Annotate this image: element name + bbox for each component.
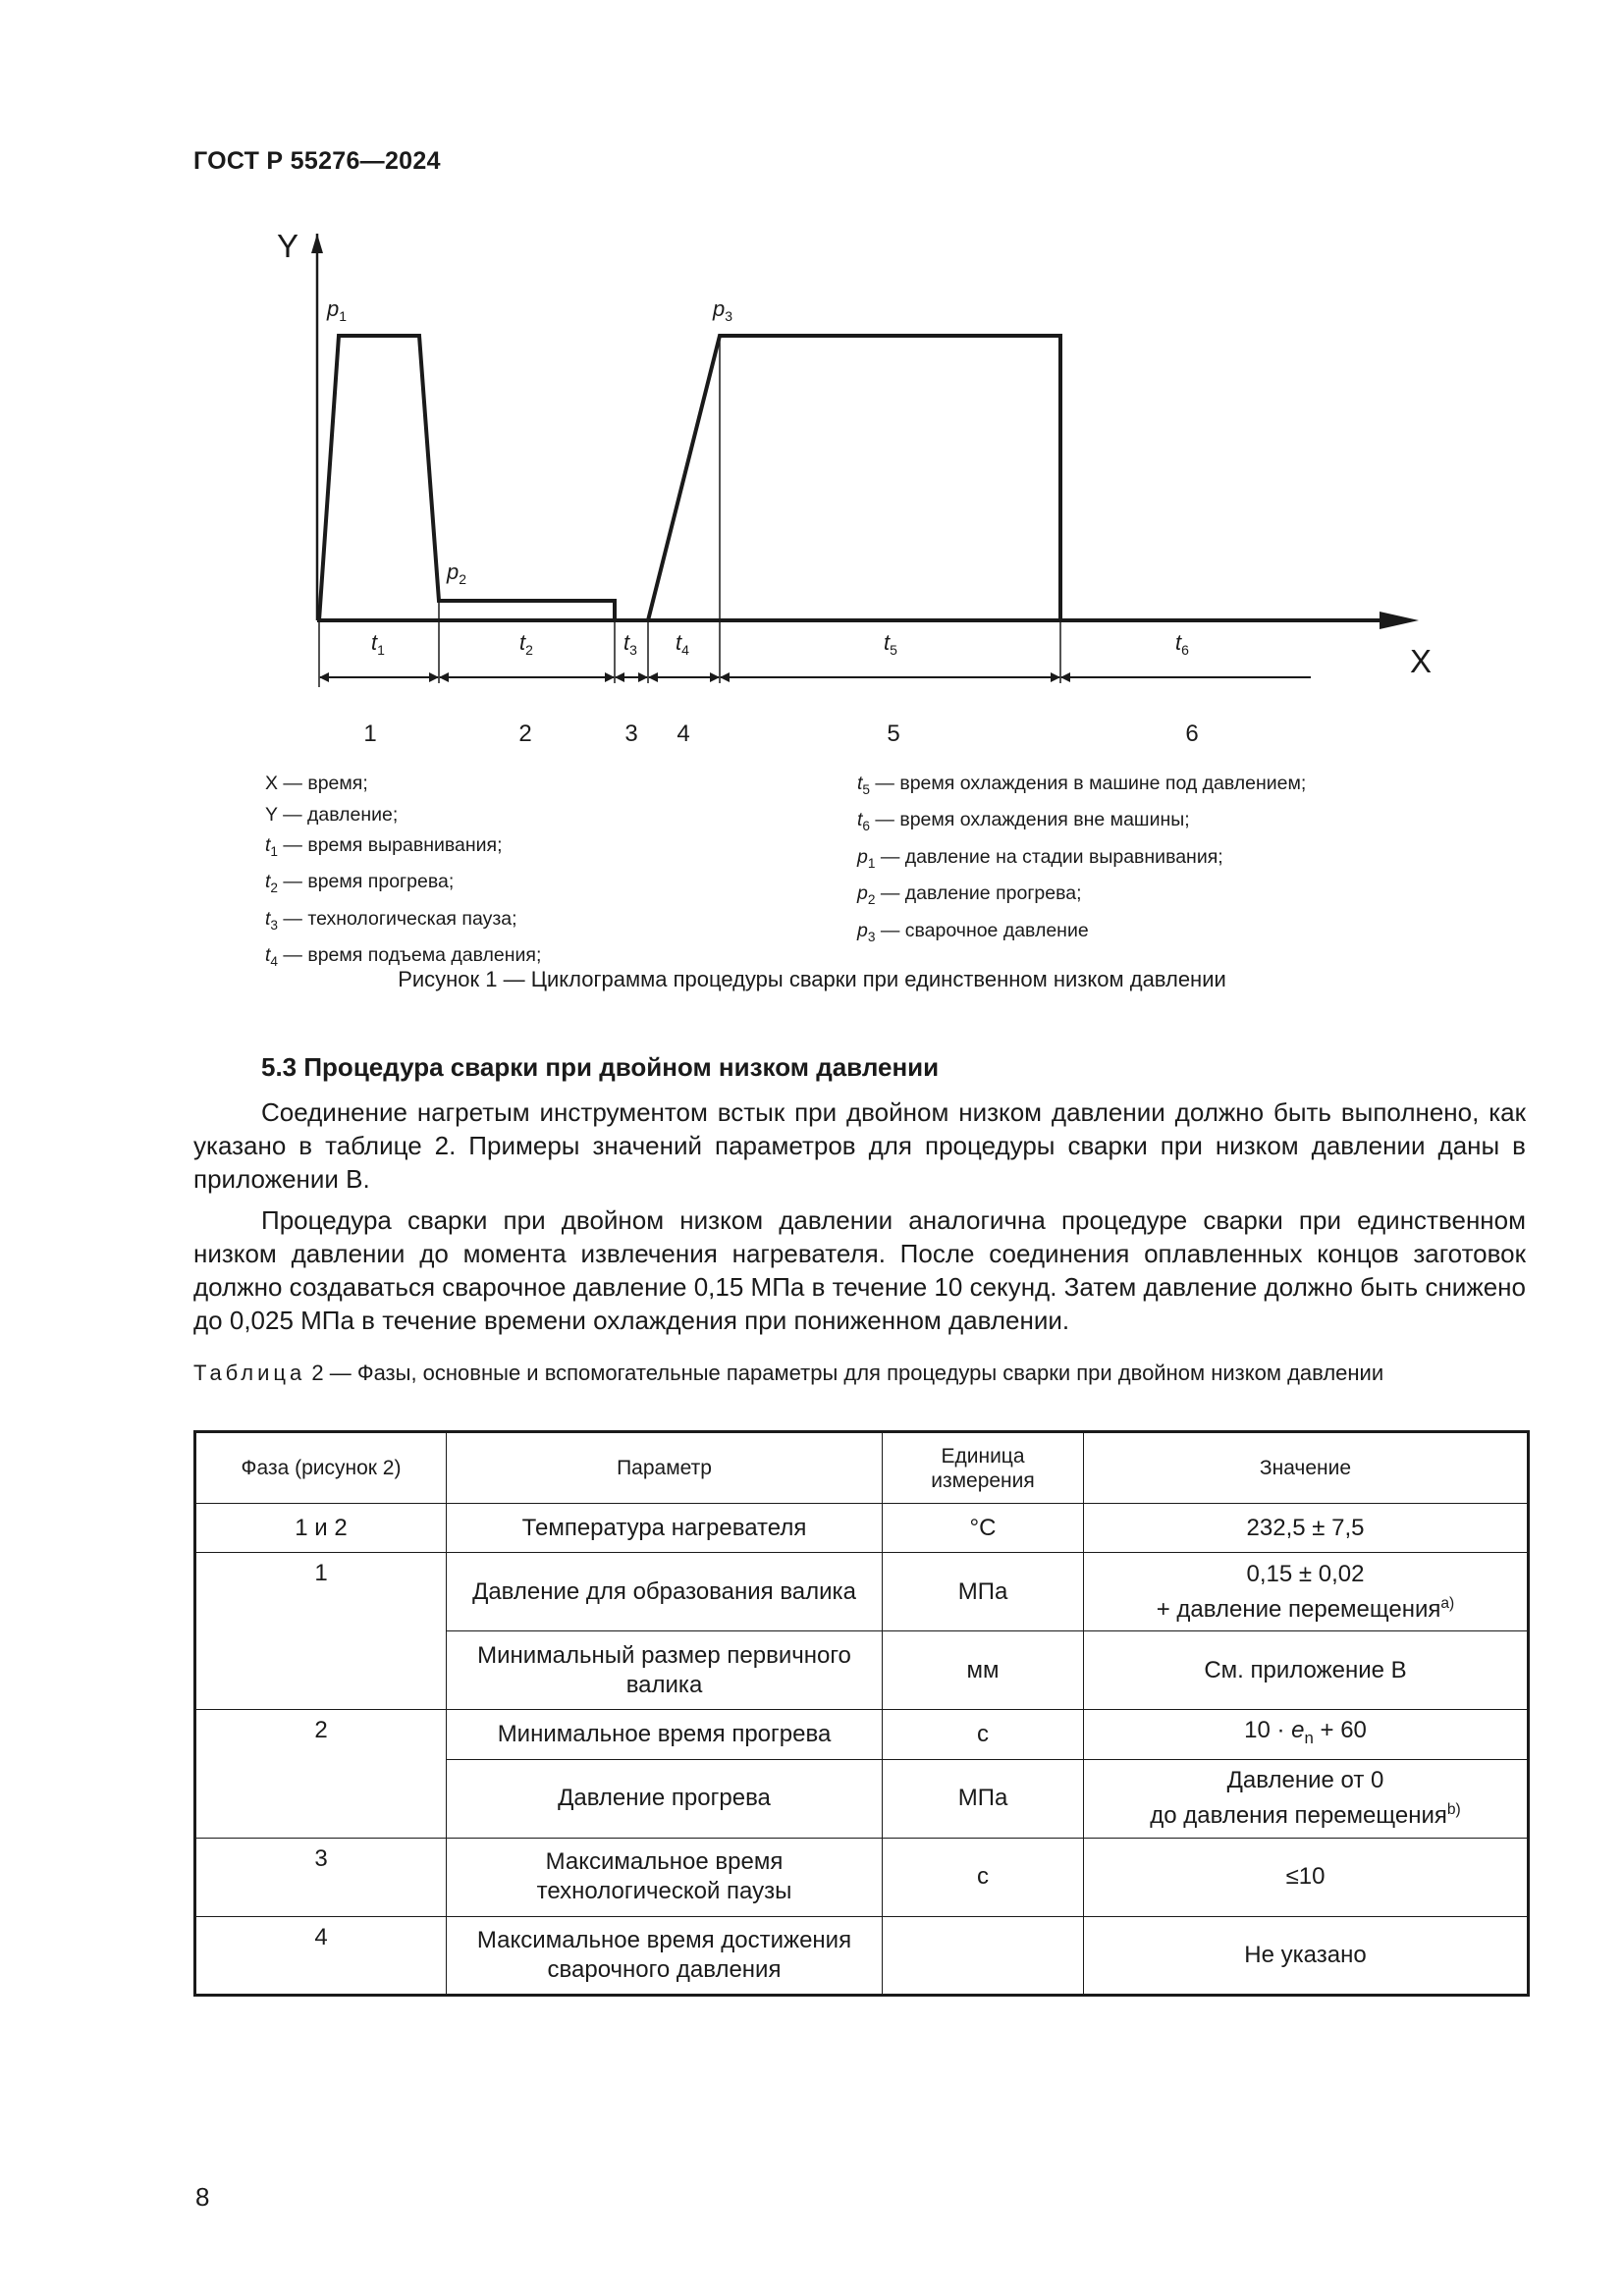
cell-value: 0,15 ± 0,02 + давление перемещения$^{a)}$ [1084, 1553, 1529, 1631]
legend-item: $p_3$ — сварочное давление [857, 919, 1089, 944]
legend-item: X — время; [265, 773, 368, 794]
cell-param: Давление для образования валика [447, 1553, 883, 1631]
table-row [195, 1710, 1529, 1760]
section-title: 5.3 Процедура сварки при двойном низком давлении [261, 1052, 940, 1082]
header-unit: Единица измерения [883, 1432, 1084, 1504]
legend-item: $t_5$ — время охлаждения в машине под давлением; [857, 773, 1307, 797]
cell-value: Не указано [1084, 1916, 1529, 1995]
cell-unit: мм [883, 1631, 1084, 1710]
legend-item: Y — давление; [265, 803, 399, 826]
paragraph: Процедура сварки при двойном низком давлении аналогична процедуре сварки при единственном низком давлении до момента извлечения нагревателя. После соединения оплавленных концов заготовок должно создаваться сварочное давление 0,15 МПа в течение 10 секунд. Затем давление должно быть снижено до 0,025 МПа в течение времени охлаждения при пониженном давлении. [193, 1205, 1526, 1335]
table-row [195, 1553, 1529, 1631]
t1-label: $t_1$ [371, 630, 385, 658]
cell-value: ≤10 [1084, 1838, 1529, 1916]
legend-item: $t_1$ — время выравнивания; [265, 834, 503, 859]
header-param: Параметр [447, 1432, 883, 1504]
legend-item: $t_2$ — время прогрева; [265, 871, 455, 896]
cell-param: Минимальное время прогрева [447, 1710, 883, 1760]
document-header: ГОСТ Р 55276—2024 [193, 147, 441, 175]
phase-number: 4 [677, 721, 690, 747]
phase-number: 3 [624, 721, 638, 747]
legend-item: $p_2$ — давление прогрева; [857, 882, 1082, 908]
cell-value: 232,5 ± 7,5 [1084, 1504, 1529, 1553]
header-value: Значение [1084, 1432, 1529, 1504]
legend-item: $t_4$ — время подъема давления; [265, 944, 542, 970]
cell-unit: МПа [883, 1553, 1084, 1631]
table-title: Таблица 2 — Фазы, основные и вспомогательные параметры для процедуры сварки при двойном низком давлении [193, 1361, 1384, 1385]
p1-label: $p_1$ [327, 296, 348, 324]
cell-value: Давление от 0 до давления перемещения$^{b)}$ [1084, 1759, 1529, 1838]
phase-number: 6 [1185, 721, 1199, 747]
legend-right [857, 769, 1306, 952]
p2-label: $p_2$ [447, 560, 467, 587]
cell-phase: 4 [195, 1916, 447, 1995]
table-row [195, 1916, 1529, 1995]
t3-label: $t_3$ [623, 630, 637, 658]
figure-caption: Рисунок 1 — Циклограмма процедуры сварки при единственном низком давлении [398, 967, 1226, 991]
cell-unit: с [883, 1838, 1084, 1916]
parameters-table [193, 1430, 1530, 1997]
cell-phase: 1 [195, 1553, 447, 1710]
phase-number: 2 [518, 721, 532, 747]
cell-phase: 3 [195, 1838, 447, 1916]
t5-label: $t_5$ [884, 630, 897, 658]
cell-param: Температура нагревателя [447, 1504, 883, 1553]
header-phase: Фаза (рисунок 2) [195, 1432, 447, 1504]
p3-label: $p_3$ [713, 296, 733, 324]
paragraph: Соединение нагретым инструментом встык при двойном низком давлении должно быть выполнено, как указано в таблице 2. Примеры значений параметров для процедуры сварки при низком давлении даны в приложении В. [193, 1097, 1526, 1194]
legend-item: $p_1$ — давление на стадии выравнивания; [857, 845, 1223, 871]
legend-item: $t_6$ — время охлаждения вне машины; [857, 809, 1190, 834]
cell-unit: °С [883, 1504, 1084, 1553]
section-body [193, 1095, 1526, 1337]
table-header-row [195, 1432, 1529, 1504]
cell-param: Максимальное время достижения сварочного давления [447, 1916, 883, 1995]
cell-unit [883, 1916, 1084, 1995]
cell-param: Давление прогрева [447, 1759, 883, 1838]
x-axis-label: X [1410, 643, 1433, 679]
y-axis-label: Y [277, 228, 299, 264]
table-row [195, 1504, 1529, 1553]
cell-phase: 1 и 2 [195, 1504, 447, 1553]
cell-param: Максимальное время технологической паузы [447, 1838, 883, 1916]
cell-value: См. приложение В [1084, 1631, 1529, 1710]
t4-label: $t_4$ [676, 630, 689, 658]
page-number: 8 [195, 2182, 210, 2212]
phase-number: 1 [363, 721, 377, 747]
y-axis-arrow [311, 234, 323, 253]
cell-unit: с [883, 1710, 1084, 1760]
legend-item: $t_3$ — технологическая пауза; [265, 907, 517, 933]
cell-value: $10 \cdot e_n + 60$ [1084, 1710, 1529, 1760]
table-row [195, 1838, 1529, 1916]
legend-left [265, 769, 541, 978]
cell-unit: МПа [883, 1759, 1084, 1838]
pressure-curve [319, 336, 1394, 620]
t6-label: $t_6$ [1175, 630, 1189, 658]
phase-number: 5 [887, 721, 900, 747]
cell-phase: 2 [195, 1710, 447, 1839]
t2-label: $t_2$ [519, 630, 533, 658]
cyclogram-figure [0, 0, 1624, 766]
cell-param: Минимальный размер первичного валика [447, 1631, 883, 1710]
